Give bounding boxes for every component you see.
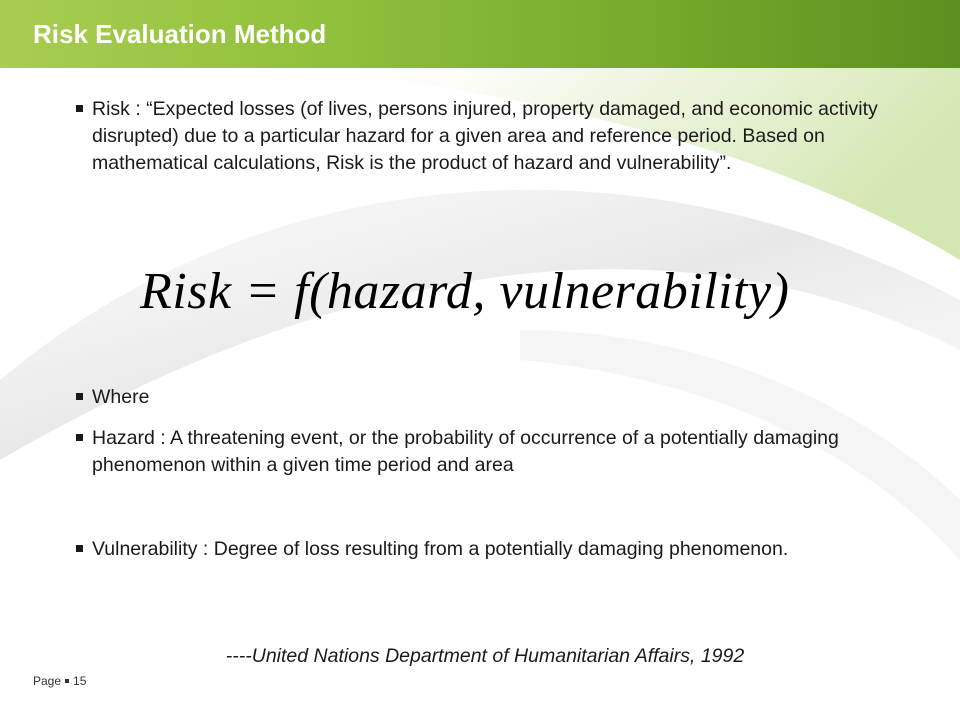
risk-formula: Risk = f(hazard, vulnerability) <box>140 263 790 320</box>
bullet-text: Vulnerability : Degree of loss resulting from a potentially damaging phenomenon. <box>92 538 789 560</box>
bullet-vulnerability-definition <box>76 536 896 563</box>
square-bullet-icon <box>76 545 83 552</box>
square-bullet-icon <box>76 434 83 441</box>
slide-title: Risk Evaluation Method <box>33 19 327 49</box>
page-number <box>33 674 86 688</box>
page-number-value: 15 <box>73 674 87 688</box>
bullet-text: Hazard : A threatening event, or the probability of occurrence of a potentially damaging phenomenon within a given time period and area <box>92 427 839 476</box>
bullet-risk-definition <box>76 96 896 177</box>
bullet-text: Risk : “Expected losses (of lives, persons injured, property damaged, and economic activity disrupted) due to a particular hazard for a given area and reference period. Based on mathematical calculations, Risk is the product of hazard and vulnerability”. <box>92 98 878 174</box>
square-bullet-icon <box>76 393 83 400</box>
square-bullet-icon <box>76 105 83 112</box>
bullet-hazard-definition <box>76 425 896 479</box>
bullet-where <box>76 384 896 411</box>
citation: ----United Nations Department of Humanitarian Affairs, 1992 <box>225 645 745 667</box>
bullet-text: Where <box>92 386 150 408</box>
page-label: Page <box>33 674 62 688</box>
square-separator-icon <box>65 679 69 683</box>
